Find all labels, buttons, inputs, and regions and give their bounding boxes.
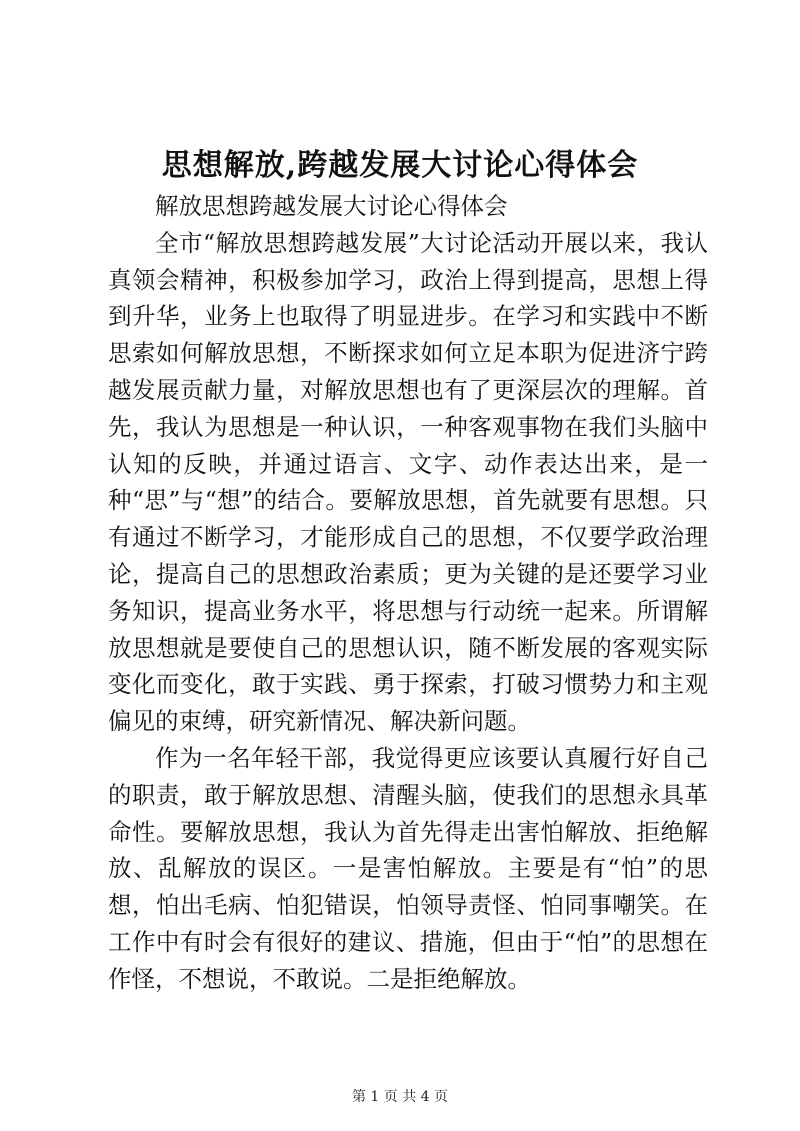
subtitle-paragraph: 解放思想跨越发展大讨论心得体会	[155, 192, 508, 220]
body-paragraph: 作为一名年轻干部，我觉得更应该要认真履行好自己的职责，敢于解放思想、清醒头脑，使我们的思想永具革命性。要解放思想，我认为首先得走出害怕解放、拒绝解放、乱解放的误区。一是害怕解放。主要是有“怕”的思想，怕出毛病、怕犯错误，怕领导责怪、怕同事嘲笑。在工作中有时会有很好的建议、措施，但由于“怕”的思想在作怪，不想说，不敢说。二是拒绝解放。	[108, 743, 708, 993]
page-number-footer: 第 1 页 共 4 页	[351, 1089, 449, 1105]
document-body	[108, 188, 708, 998]
document-title: 思想解放,跨越发展大讨论心得体会	[161, 148, 639, 183]
body-paragraph: 全市“解放思想跨越发展”大讨论活动开展以来，我认真领会精神，积极参加学习，政治上得到提高，思想上得到升华，业务上也取得了明显进步。在学习和实践中不断思索如何解放思想，不断探求如何立足本职为促进济宁跨越发展贡献力量，对解放思想也有了更深层次的理解。首先，我认为思想是一种认识，一种客观事物在我们头脑中认知的反映，并通过语言、文字、动作表达出来，是一种“思”与“想”的结合。要解放思想，首先就要有思想。只有通过不断学习，才能形成自己的思想，不仅要学政治理论，提高自己的思想政治素质；更为关键的是还要学习业务知识，提高业务水平，将思想与行动统一起来。所谓解放思想就是要使自己的思想认识，随不断发展的客观实际变化而变化，敢于实践、勇于探索，打破习惯势力和主观偏见的束缚，研究新情况、解决新问题。	[108, 228, 708, 736]
